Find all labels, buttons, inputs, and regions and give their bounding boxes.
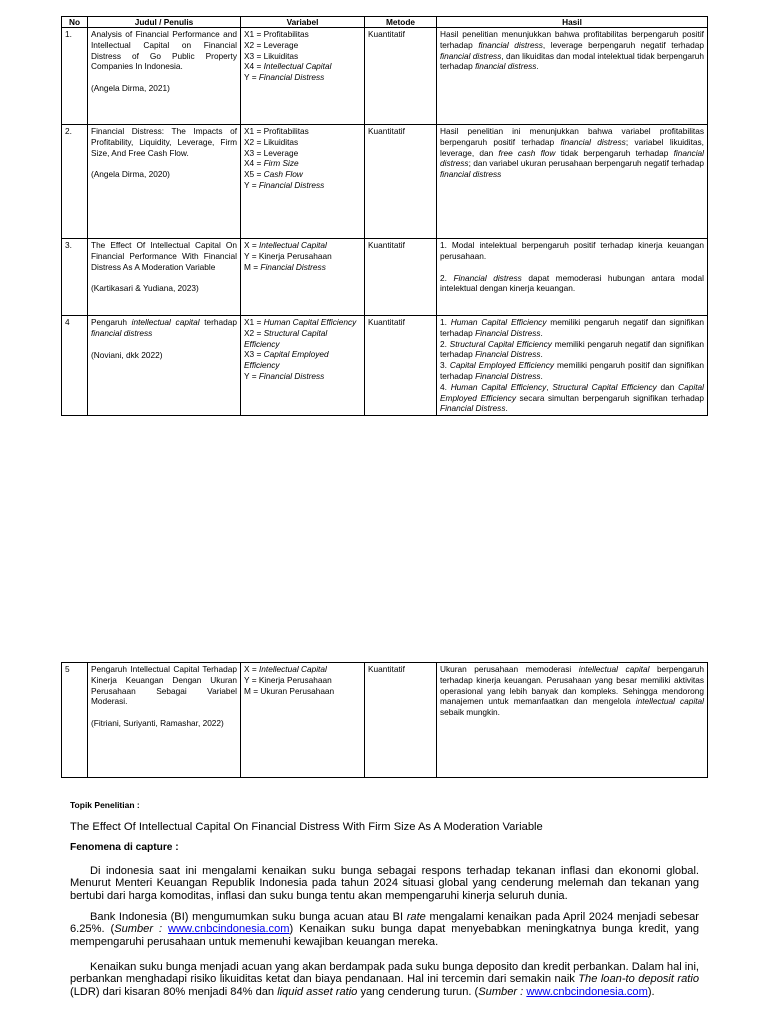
text: Kenaikan suku bunga menjadi acuan yang akan berdampak pada suku bunga deposito dan kredit perbankan. Dalam hal ini, perbankan menghadapi risiko likuiditas ketat dan biaya pendanaan. Hal ini tercemin dari semakin naik	[70, 961, 699, 986]
paragraph-2	[70, 911, 699, 948]
cell-no: 5	[62, 663, 88, 778]
variable: X1 = Profitabilitas	[244, 126, 309, 136]
study-author: (Angela Dirma, 2020)	[91, 169, 170, 180]
text: ) Kenaikan suku bunga dapat menyebabkan meningkatnya bunga kredit, yang mempengaruhi perusahaan untuk memenuhi kewajiban keuangan mereka.	[70, 923, 699, 948]
source-link[interactable]: www.cnbcindonesia.com	[526, 985, 648, 998]
cell-result	[437, 239, 708, 316]
header-hasil: Hasil	[437, 17, 708, 28]
result-item: 4. Human Capital Efficiency, Structural Capital Efficiency dan Capital Employed Efficiency secara simultan berpengaruh signifikan terhadap Financial Distress.	[440, 381, 704, 414]
variable: X3 = Likuiditas	[244, 50, 299, 61]
text-italic: liquid asset ratio	[277, 985, 358, 998]
text: mengalami kenaikan pada April 2024 menjadi sebesar 6.25%. (	[70, 911, 699, 936]
study-title: Pengaruh Intellectual Capital Terhadap Kinerja Keuangan Dengan Ukuran Perusahaan Sebagai Variabel Moderasi.	[91, 664, 237, 707]
fenomena-label: Fenomena di capture :	[70, 842, 179, 853]
variable: X2 = Leverage	[244, 39, 299, 50]
table-header-row	[62, 17, 708, 28]
result-item: 2. Financial distress dapat memoderasi hubungan antara modal intelektual dengan kinerja keuangan.	[440, 272, 704, 294]
cell-method: Kuantitatif	[365, 663, 437, 778]
study-title: Financial Distress: The Impacts of Profitability, Liquidity, Leverage, Firm Size, And Free Cash Flow.	[91, 126, 237, 158]
variable: Y = Financial Distress	[244, 179, 325, 190]
variable: Y = Kinerja Perusahaan	[244, 250, 332, 261]
cell-variables	[241, 28, 365, 125]
variable: X4 = Intellectual Capital	[244, 61, 332, 72]
cell-variables	[241, 316, 365, 416]
text-italic: rate	[406, 911, 426, 923]
cell-title	[88, 663, 241, 778]
text-italic: Sumber :	[478, 985, 527, 998]
study-author: (Fitriani, Suriyanti, Ramashar, 2022)	[91, 718, 224, 729]
cell-variables	[241, 239, 365, 316]
table-row	[62, 663, 708, 778]
table-row	[62, 316, 708, 416]
table-row	[62, 239, 708, 316]
variable: X1 = Profitabilitas	[244, 29, 309, 39]
cell-variables	[241, 663, 365, 778]
cell-method: Kuantitatif	[365, 125, 437, 239]
study-author: (Kartikasari & Yudiana, 2023)	[91, 283, 199, 294]
cell-title	[88, 28, 241, 125]
text-italic: The loan-to deposit ratio	[578, 973, 700, 986]
variable: M = Financial Distress	[244, 261, 326, 272]
cell-result: Hasil penelitian menunjukkan bahwa profitabilitas berpengaruh positif terhadap financial distress, leverage berpengaruh negatif terhadap financial distress, dan likuiditas dan modal intelektual tidak berpengaruh terhadap financial distress.	[437, 28, 708, 125]
study-author: (Angela Dirma, 2021)	[91, 83, 170, 94]
variable: X2 = Structural Capital Efficiency	[244, 327, 328, 349]
cell-result	[437, 316, 708, 416]
cell-variables	[241, 125, 365, 239]
variable: X3 = Leverage	[244, 147, 299, 158]
variable: X = Intellectual Capital	[244, 240, 327, 250]
cell-method: Kuantitatif	[365, 316, 437, 416]
variable: Y = Financial Distress	[244, 370, 325, 381]
cell-no: 4	[62, 316, 88, 416]
literature-table-part1	[61, 16, 708, 416]
cell-no: 1.	[62, 28, 88, 125]
topik-label: Topik Penelitian :	[70, 800, 140, 810]
result-item: 2. Structural Capital Efficiency memiliki pengaruh negatif dan signifikan terhadap Financial Distress.	[440, 338, 704, 360]
variable: Y = Financial Distress	[244, 72, 325, 83]
table-row	[62, 28, 708, 125]
result-item: 3. Capital Employed Efficiency memiliki pengaruh positif dan signifikan terhadap Financial Distress.	[440, 360, 704, 381]
cell-result: Hasil penelitian ini menunjukkan bahwa variabel profitabilitas berpengaruh positif terhadap financial distress; variabel likuiditas, leverage, dan free cash flow tidak berpengaruh terhadap financial distress; dan variabel ukuran perusahaan berpengaruh negatif terhadap financial distress	[437, 125, 708, 239]
study-title: Analysis of Financial Performance and Intellectual Capital on Financial Distress of Go Public Property Companies In Indonesia.	[91, 29, 237, 72]
variable: X = Intellectual Capital	[244, 664, 327, 674]
text: (LDR) dari kisaran 80% menjadi 84% dan	[70, 985, 278, 998]
result-item: 1. Human Capital Efficiency memiliki pengaruh negatif dan signifikan terhadap Financial Distress.	[440, 317, 704, 338]
cell-title	[88, 316, 241, 416]
cell-result: Ukuran perusahaan memoderasi intellectual capital berpengaruh terhadap kinerja keuangan. Perusahaan yang besar memiliki aktivitas operasional yang lebih banyak dan kompleks. Sehingga mendorong manajemen untuk memanfaatkan dan mengelola intellectual capital sebaik mungkin.	[437, 663, 708, 778]
paragraph-1: Di indonesia saat ini mengalami kenaikan suku bunga sebagai respons terhadap tekanan inflasi dan ekonomi global. Menurut Menteri Keuangan Republik Indonesia pada tahun 2024 situasi global yang cenderung melemah dan tekanan yang bertubi dari harga komoditas, inflasi dan suku bunga tentu akan mempengaruhi kinerja seluruh dunia.	[70, 865, 699, 902]
source-link[interactable]: www.cnbcindonesia.com	[168, 923, 290, 936]
cell-title	[88, 239, 241, 316]
text: Bank Indonesia (BI) mengumumkan suku bunga acuan atau BI	[90, 911, 407, 923]
cell-title	[88, 125, 241, 239]
literature-table-part2	[61, 662, 708, 778]
study-title: The Effect Of Intellectual Capital On Financial Performance With Financial Distress As A Moderation Variable	[91, 240, 237, 272]
cell-method: Kuantitatif	[365, 28, 437, 125]
header-variabel: Variabel	[241, 17, 365, 28]
variable: Y = Kinerja Perusahaan	[244, 674, 332, 685]
variable: X3 = Capital Employed Efficiency	[244, 349, 329, 371]
text: ).	[647, 985, 655, 998]
variable: M = Ukuran Perusahaan	[244, 685, 335, 696]
table-row	[62, 125, 708, 239]
cell-method: Kuantitatif	[365, 239, 437, 316]
variable: X2 = Likuiditas	[244, 136, 299, 147]
header-no: No	[62, 17, 88, 28]
variable: X1 = Human Capital Efficiency	[244, 317, 357, 327]
result-item: 1. Modal intelektual berpengaruh positif terhadap kinerja keuangan perusahaan.	[440, 240, 704, 261]
text: yang cenderung turun. (	[357, 985, 479, 998]
study-author: (Noviani, dkk 2022)	[91, 349, 163, 360]
header-metode: Metode	[365, 17, 437, 28]
research-topic: The Effect Of Intellectual Capital On Financial Distress With Firm Size As A Moderation Variable	[70, 821, 543, 833]
header-judul: Judul / Penulis	[88, 17, 241, 28]
paragraph-3	[70, 961, 699, 998]
cell-no: 2.	[62, 125, 88, 239]
variable: X4 = Firm Size	[244, 158, 299, 169]
study-title: Pengaruh intellectual capital terhadap financial distress	[91, 317, 237, 338]
text-italic: Sumber :	[114, 923, 169, 936]
variable: X5 = Cash Flow	[244, 169, 303, 180]
cell-no: 3.	[62, 239, 88, 316]
